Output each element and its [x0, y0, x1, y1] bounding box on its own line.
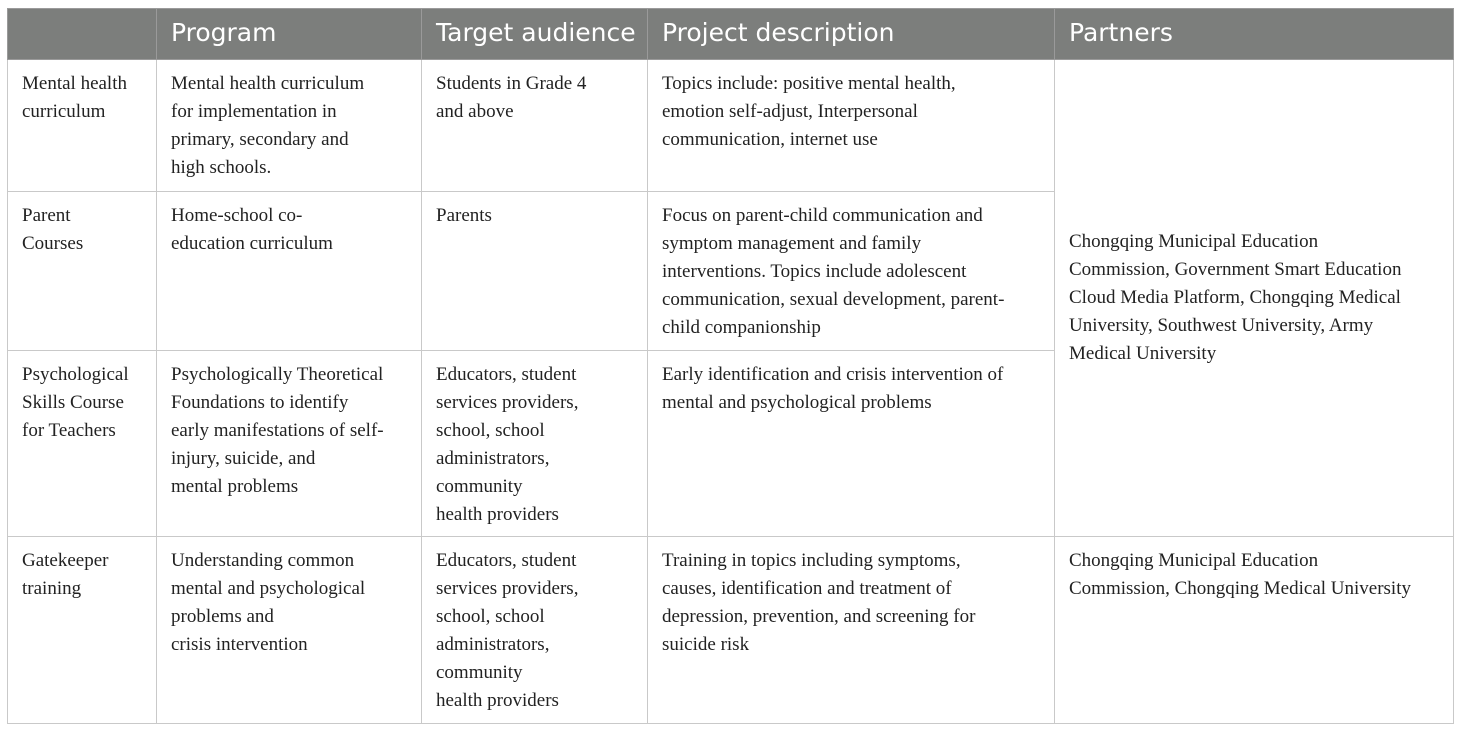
- audience-cell: [422, 192, 648, 351]
- table-row: [8, 537, 1454, 724]
- partners-text-group-2: Chongqing Municipal Education Commission, Chongqing Medical University: [1069, 550, 1411, 599]
- program-cell: [157, 60, 422, 192]
- row-name: [8, 60, 157, 192]
- program-text: Understanding common mental and psychological problems and crisis intervention: [171, 550, 366, 655]
- program-cell: [157, 351, 422, 537]
- row-name: [8, 537, 157, 724]
- program-text: Mental health curriculum for implementation in primary, secondary and high schools.: [171, 73, 365, 178]
- description-text: Early identification and crisis intervention of mental and psychological problems: [662, 364, 1004, 413]
- header-row: [8, 9, 1454, 60]
- row-name-text: Parent Courses: [22, 205, 84, 254]
- audience-cell: [422, 351, 648, 537]
- program-text: Home-school co- education curriculum: [171, 205, 333, 254]
- header-project-description: Project description: [648, 9, 1055, 60]
- row-name-text: Mental health curriculum: [22, 73, 127, 122]
- partners-cell-group-1: [1055, 60, 1454, 537]
- description-cell: [648, 192, 1055, 351]
- program-text: Psychologically Theoretical Foundations to identify early manifestations of self- injury, suicide, and mental problems: [171, 364, 384, 497]
- program-cell: [157, 192, 422, 351]
- table-row: [8, 60, 1454, 192]
- description-text: Topics include: positive mental health, emotion self-adjust, Interpersonal communication, internet use: [662, 73, 956, 150]
- description-cell: [648, 351, 1055, 537]
- row-name-text: Gatekeeper training: [22, 550, 109, 599]
- header-target-audience: Target audience: [422, 9, 648, 60]
- audience-text: Students in Grade 4 and above: [436, 73, 587, 122]
- audience-cell: [422, 60, 648, 192]
- audience-text: Educators, student services providers, school, school administrators, community health providers: [436, 364, 579, 525]
- description-cell: [648, 537, 1055, 724]
- description-text: Training in topics including symptoms, causes, identification and treatment of depression, prevention, and screening for suicide risk: [662, 550, 976, 655]
- programs-table: [7, 8, 1454, 724]
- row-name: [8, 351, 157, 537]
- header-partners: Partners: [1055, 9, 1454, 60]
- header-program: Program: [157, 9, 422, 60]
- description-text: Focus on parent-child communication and symptom management and family interventions. Topics include adolescent communication, sexual development, parent- child companionship: [662, 205, 1005, 338]
- partners-cell-group-2: [1055, 537, 1454, 724]
- description-cell: [648, 60, 1055, 192]
- audience-cell: [422, 537, 648, 724]
- audience-text: Educators, student services providers, school, school administrators, community health providers: [436, 550, 579, 711]
- program-cell: [157, 537, 422, 724]
- header-blank: [8, 9, 157, 60]
- row-name-text: Psychological Skills Course for Teachers: [22, 364, 129, 441]
- row-name: [8, 192, 157, 351]
- audience-text: Parents: [436, 205, 492, 226]
- partners-text-group-1: Chongqing Municipal Education Commission, Government Smart Education Cloud Media Platform, Chongqing Medical University, Southwest University, Army Medical University: [1069, 231, 1402, 364]
